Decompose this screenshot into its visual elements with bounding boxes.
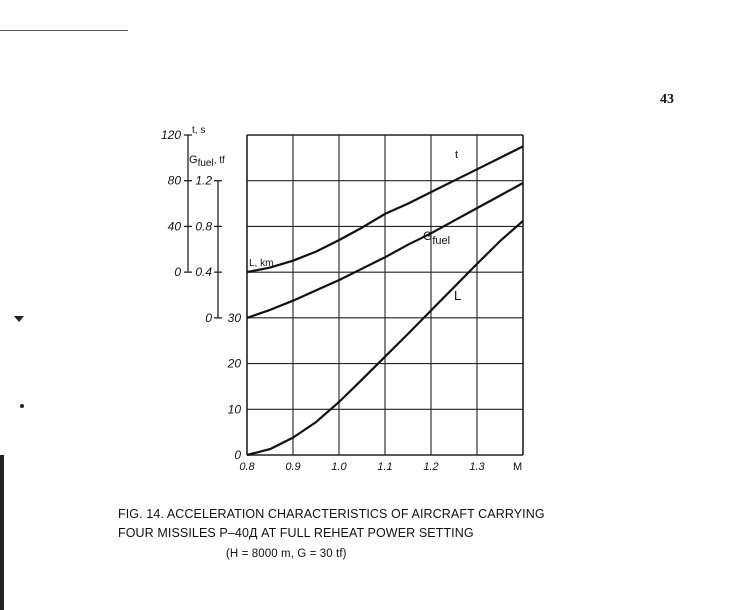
figure-caption-line-1: FIG. 14. ACCELERATION CHARACTERISTICS OF AIRCRAFT CARRYING	[118, 507, 545, 521]
gfuel-axis-tick-label: 1.2	[195, 173, 212, 188]
x-tick-label: 0.9	[285, 461, 301, 473]
gfuel-axis-tick-label: 0.8	[195, 219, 212, 234]
l-axis-label: L, km	[249, 258, 274, 270]
x-tick-label: 0.8	[239, 461, 255, 473]
t-axis-tick-label: 80	[167, 173, 181, 188]
figure-caption-line-2: FOUR MISSILES P–40Д AT FULL REHEAT POWER SETTING	[118, 526, 474, 540]
t-axis-tick-label: 40	[167, 219, 181, 234]
series-label-gfuel: Gfuel	[423, 229, 451, 247]
x-axis-label: M	[513, 461, 523, 473]
series-label-t: t	[455, 149, 459, 161]
x-tick-label: 1.0	[331, 461, 347, 473]
page-number: 43	[660, 92, 674, 107]
l-axis-tick-label: 30	[227, 310, 241, 325]
t-axis-tick-label: 0	[174, 265, 181, 280]
l-axis-tick-label: 20	[227, 356, 241, 371]
l-axis-tick-label: 0	[234, 448, 241, 462]
gfuel-axis-label: Gfuel, tf	[189, 154, 225, 169]
t-axis-tick-label: 120	[160, 128, 181, 142]
x-tick-label: 1.1	[377, 461, 393, 473]
l-axis-tick-label: 10	[227, 402, 241, 417]
x-tick-label: 1.2	[423, 461, 439, 473]
series-label-l: L	[454, 288, 462, 303]
gfuel-axis-tick-label: 0	[205, 310, 212, 325]
x-tick-label: 1.3	[469, 461, 485, 473]
figure-caption-conditions: (H = 8000 m, G = 30 tf)	[226, 548, 347, 560]
t-axis-label: t, s	[192, 125, 206, 136]
gfuel-axis-tick-label: 0.4	[195, 265, 212, 280]
